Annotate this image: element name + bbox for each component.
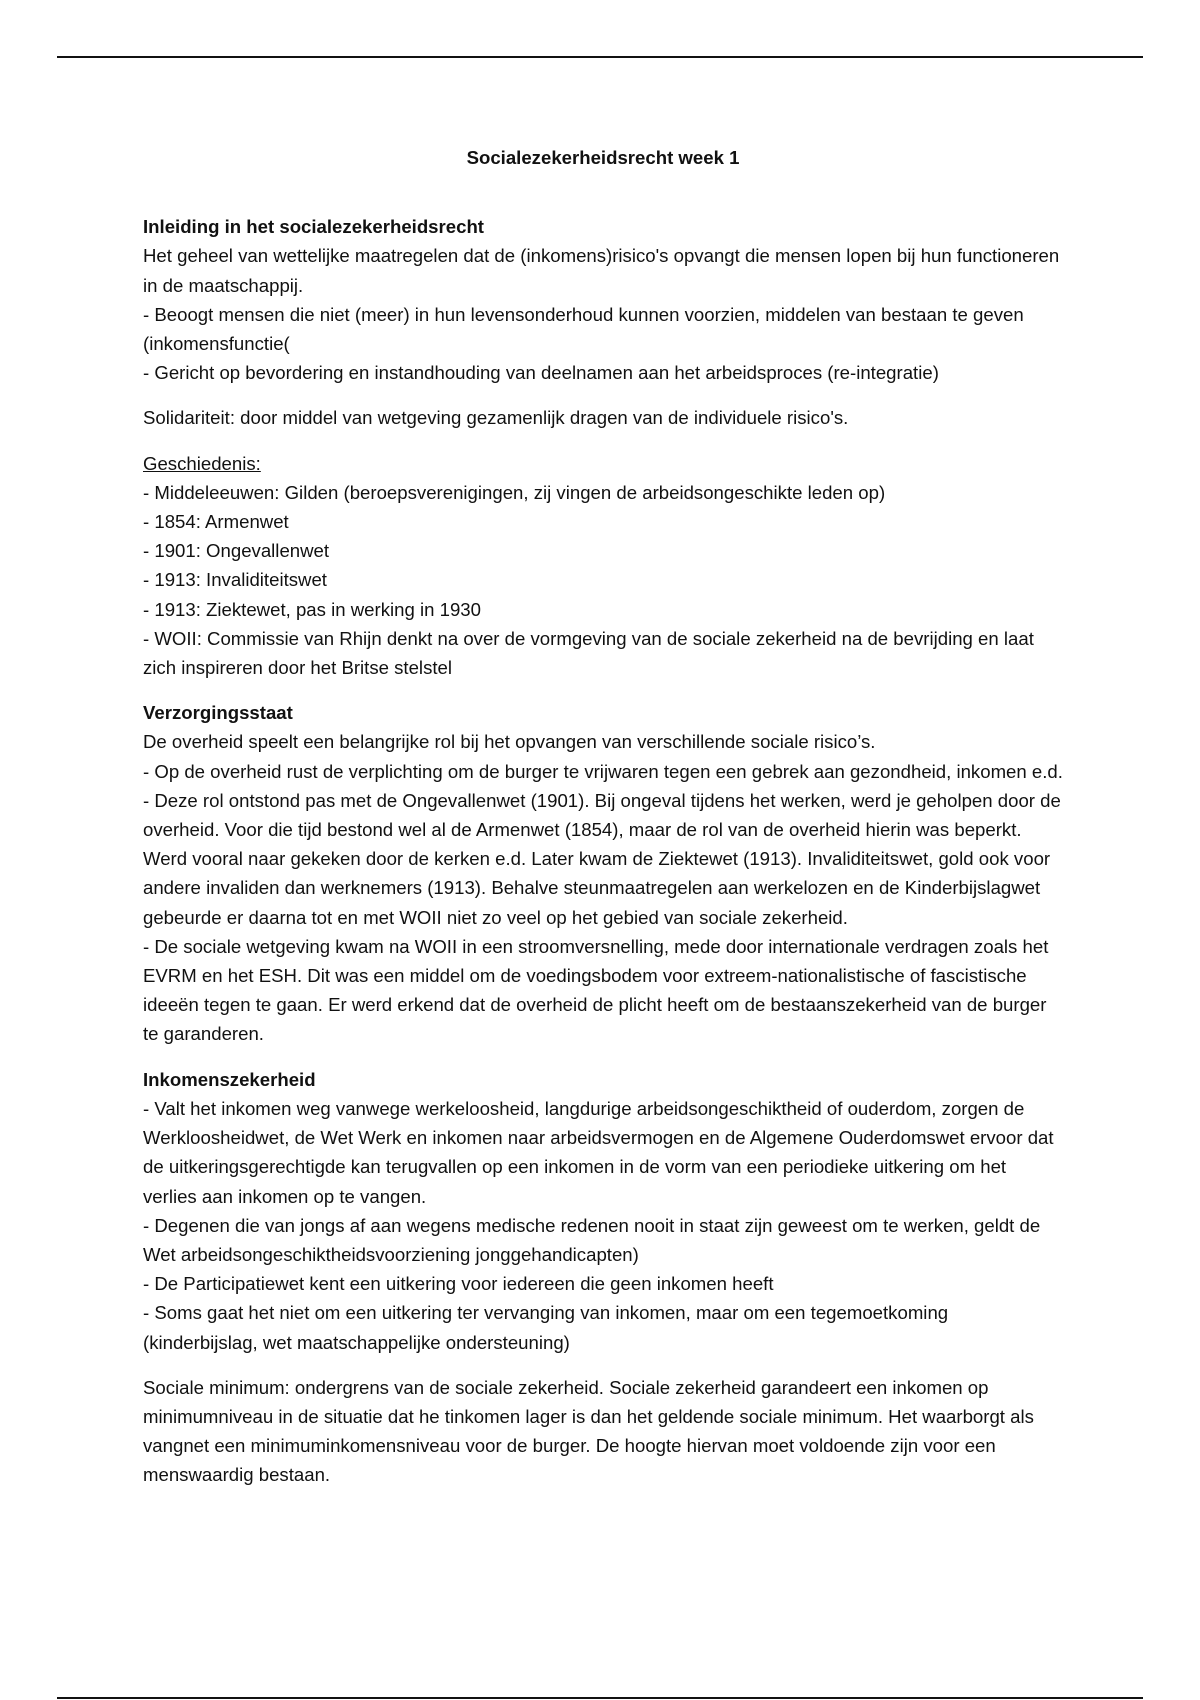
list-item: - De Participatiewet kent een uitkering voor iedereen die geen inkomen heeft bbox=[143, 1273, 774, 1295]
section-heading: Inkomenszekerheid bbox=[143, 1068, 316, 1090]
list-item: - Deze rol ontstond pas met de Ongevallenwet (1901). Bij ongeval tijdens het werken, werd je geholpen door de overheid. Voor die tijd bestond wel al de Armenwet (1854), maar de rol van de overheid hierin was beperkt. Werd vooral naar gekeken door de kerken e.d. Later kwam de Ziektewet (1913). Invaliditeitswet, gold ook voor andere invaliden dan werknemers (1913). Behalve steunmaatregelen aan werkelozen en de Kinderbijslagwet gebeurde er daarna tot en met WOII niet zo veel op het gebied van sociale zekerheid. bbox=[143, 789, 1061, 928]
list-item: - WOII: Commissie van Rhijn denkt na over de vormgeving van de sociale zekerheid na de bevrijding en laat zich inspireren door het Britse stelstel bbox=[143, 627, 1034, 679]
list-item: - 1901: Ongevallenwet bbox=[143, 540, 330, 562]
list-item: - 1854: Armenwet bbox=[143, 511, 289, 533]
list-item: - Soms gaat het niet om een uitkering ter vervanging van inkomen, maar om een tegemoetkoming (kinderbijslag, wet maatschappelijke ondersteuning) bbox=[143, 1302, 949, 1353]
list-item: - Gericht op bevordering en instandhouding van deelnamen aan het arbeidsproces (re-integratie) bbox=[143, 362, 939, 384]
list-item: - Degenen die van jongs af aan wegens medische redenen nooit in staat zijn geweest om te werken, geldt de Wet arbeidsongeschiktheidsvoorziening jonggehandicapten) bbox=[143, 1214, 1041, 1265]
paragraph: Het geheel van wettelijke maatregelen dat de (inkomens)risico's opvangt die mensen lopen bij hun functioneren in de maatschappij. bbox=[143, 245, 1060, 296]
paragraph: De overheid speelt een belangrijke rol bij het opvangen van verschillende sociale risico’s. bbox=[143, 731, 876, 753]
document-page bbox=[143, 143, 1063, 1506]
section-heading: Geschiedenis: bbox=[143, 452, 261, 474]
section-heading: Inleiding in het socialezekerheidsrecht bbox=[143, 216, 484, 238]
section-verzorgingsstaat bbox=[143, 698, 1063, 1048]
list-item: - Middeleeuwen: Gilden (beroepsverenigingen, zij vingen de arbeidsongeschikte leden op) bbox=[143, 481, 886, 503]
paragraph: Solidariteit: door middel van wetgeving gezamenlijk dragen van de individuele risico's. bbox=[143, 407, 849, 429]
section-inkomenszekerheid bbox=[143, 1065, 1063, 1357]
section-sociale-minimum bbox=[143, 1373, 1063, 1490]
section-heading: Verzorgingsstaat bbox=[143, 702, 293, 724]
list-item: - 1913: Invaliditeitswet bbox=[143, 569, 327, 591]
list-item: - Beoogt mensen die niet (meer) in hun levensonderhoud kunnen voorzien, middelen van bestaan te geven (inkomensfunctie( bbox=[143, 303, 1024, 355]
list-item: - 1913: Ziektewet, pas in werking in 1930 bbox=[143, 598, 481, 620]
section-inleiding bbox=[143, 212, 1063, 387]
section-geschiedenis bbox=[143, 449, 1063, 683]
list-item: - Op de overheid rust de verplichting om de burger te vrijwaren tegen een gebrek aan gezondheid, inkomen e.d. bbox=[143, 760, 1063, 782]
section-solidariteit bbox=[143, 403, 1063, 432]
list-item: - Valt het inkomen weg vanwege werkeloosheid, langdurige arbeidsongeschiktheid of ouderdom, zorgen de Werkloosheidwet, de Wet Werk en inkomen naar arbeidsvermogen en de Algemene Ouderdomswet ervoor dat de uitkeringsgerechtigde kan terugvallen op een inkomen in de vorm van een periodieke uitkering om het verlies aan inkomen op te vangen. bbox=[143, 1097, 1054, 1207]
bottom-divider bbox=[57, 1697, 1143, 1699]
top-divider bbox=[57, 56, 1143, 58]
document-title: Socialezekerheidsrecht week 1 bbox=[466, 147, 740, 168]
list-item: - De sociale wetgeving kwam na WOII in een stroomversnelling, mede door internationale verdragen zoals het EVRM en het ESH. Dit was een middel om de voedingsbodem voor extreem-nationalistische of fascistische ideeën tegen te gaan. Er werd erkend dat de overheid de plicht heeft om de bestaanszekerheid van de burger te garanderen. bbox=[143, 935, 1049, 1045]
paragraph: Sociale minimum: ondergrens van de sociale zekerheid. Sociale zekerheid garandeert een inkomen op minimumniveau in de situatie dat he tinkomen lager is dan het geldende sociale minimum. Het waarborgt als vangnet een minimuminkomensniveau voor de burger. De hoogte hiervan moet voldoende zijn voor een menswaardig bestaan. bbox=[143, 1376, 1034, 1486]
